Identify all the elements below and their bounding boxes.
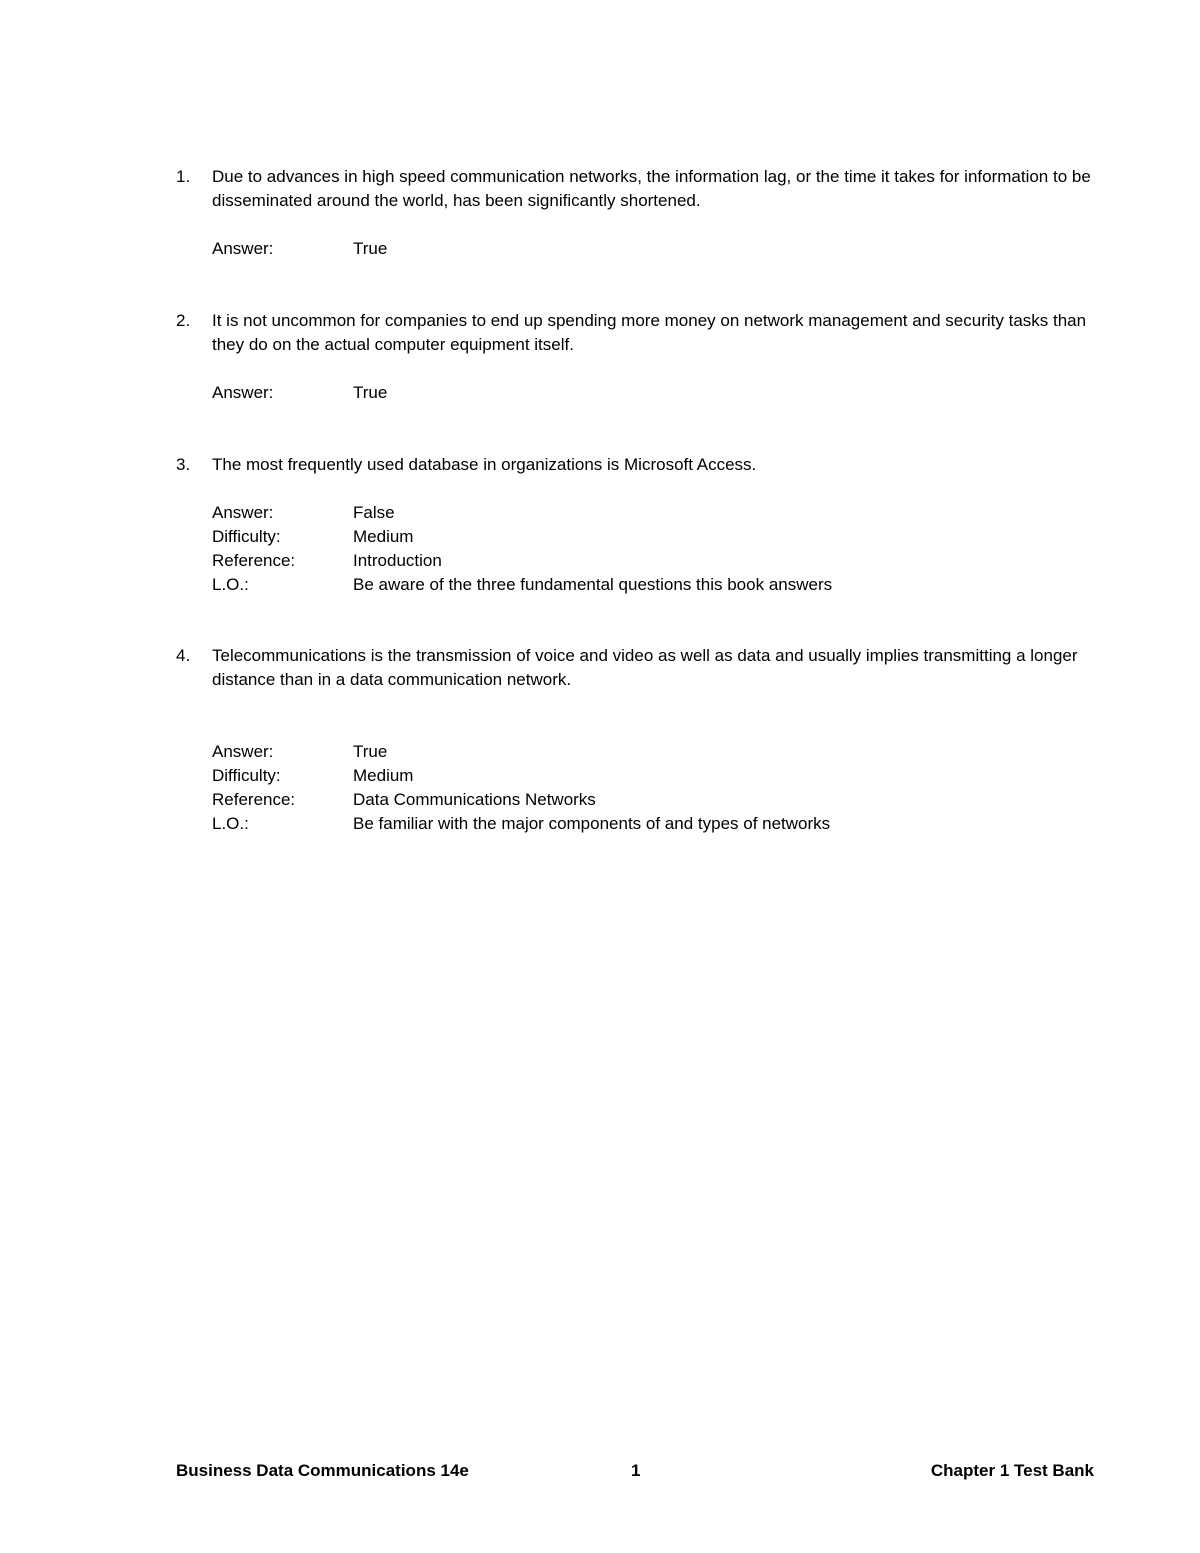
answer-label: Answer:: [212, 742, 274, 761]
question-number: 1.: [176, 167, 191, 186]
difficulty-value: Medium: [353, 766, 414, 785]
answer-label: Answer:: [212, 239, 274, 258]
learning-objective-row: [212, 573, 1116, 597]
answer-value: True: [353, 383, 388, 402]
footer-page-number: 1: [631, 1461, 641, 1480]
learning-objective-value: Be familiar with the major components of and types of networks: [353, 814, 831, 833]
question-number: 3.: [176, 455, 191, 474]
answer-value: True: [353, 742, 388, 761]
difficulty-row: [212, 764, 1116, 788]
answer-row: [212, 237, 1116, 261]
answer-row: [212, 740, 1116, 764]
learning-objective-value: Be aware of the three fundamental questions this book answers: [353, 575, 833, 594]
question-text: It is not uncommon for companies to end up spending more money on network management and security tasks than they do on the actual computer equipment itself.: [212, 311, 1087, 354]
question-3-meta: [176, 501, 1116, 597]
answer-row: [212, 381, 1116, 405]
answer-label: Answer:: [212, 503, 274, 522]
difficulty-value: Medium: [353, 527, 414, 546]
difficulty-row: [212, 525, 1116, 549]
reference-label: Reference:: [212, 790, 296, 809]
reference-row: [212, 788, 1116, 812]
footer-book-title: Business Data Communications 14e: [176, 1461, 469, 1480]
question-1-stem: [176, 165, 1116, 213]
question-4-stem: [176, 644, 1116, 692]
question-number: 2.: [176, 311, 191, 330]
question-4-meta: [176, 740, 1116, 836]
answer-value: False: [353, 503, 395, 522]
learning-objective-label: L.O.:: [212, 575, 249, 594]
question-1-meta: [176, 237, 1116, 261]
question-2-meta: [176, 381, 1116, 405]
difficulty-label: Difficulty:: [212, 527, 281, 546]
page-footer: [176, 1459, 1094, 1483]
learning-objective-label: L.O.:: [212, 814, 249, 833]
question-text: Due to advances in high speed communication networks, the information lag, or the time it takes for information to be disseminated around the world, has been significantly shortened.: [212, 167, 1091, 210]
question-2: [176, 309, 1116, 405]
difficulty-label: Difficulty:: [212, 766, 281, 785]
question-3: [176, 453, 1116, 597]
question-number: 4.: [176, 646, 191, 665]
question-1: [176, 165, 1116, 261]
reference-row: [212, 549, 1116, 573]
reference-value: Introduction: [353, 551, 442, 570]
footer-chapter-label: Chapter 1 Test Bank: [930, 1461, 1094, 1480]
answer-label: Answer:: [212, 383, 274, 402]
learning-objective-row: [212, 812, 1116, 836]
reference-value: Data Communications Networks: [353, 790, 596, 809]
question-2-stem: [176, 309, 1116, 357]
question-text: The most frequently used database in organizations is Microsoft Access.: [212, 455, 757, 474]
answer-row: [212, 501, 1116, 525]
question-3-stem: [176, 453, 1116, 477]
answer-value: True: [353, 239, 388, 258]
reference-label: Reference:: [212, 551, 296, 570]
question-4: [176, 644, 1116, 836]
question-text: Telecommunications is the transmission of voice and video as well as data and usually implies transmitting a longer distance than in a data communication network.: [212, 646, 1078, 689]
